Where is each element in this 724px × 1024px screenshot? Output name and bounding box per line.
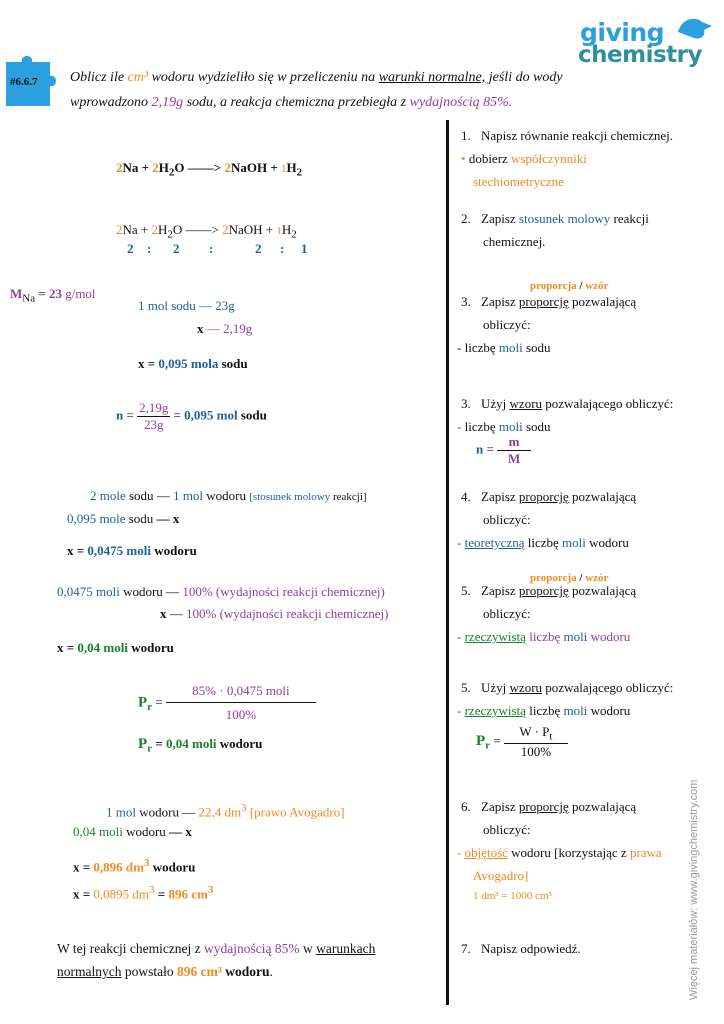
step-3b: 3. Użyj wzoru pozwalającego obliczyć: - liczbę moli sodu — [457, 396, 674, 434]
proportion-3-line-2: x — 100% (wydajności reakcji chemicznej) — [160, 606, 389, 621]
formula-numerator: $W \cdot P_t$ — [519, 724, 553, 743]
step-5b-formula: $P_r$ = $\frac{W \cdot P_t}{100\%}$ — [476, 724, 568, 760]
step-5b: 5. Użyj wzoru pozwalającego obliczyć: - rzeczywistą liczbę moli wodoru — [457, 680, 674, 718]
proportion-2-line-2: 0,095 mole sodu — x — [67, 511, 180, 526]
task-conditions: warunki normalne, — [378, 70, 486, 85]
column-divider — [446, 120, 449, 1005]
logo-line1: giving — [580, 18, 665, 47]
step-3-note: proporcja / wzór — [530, 280, 609, 292]
proportion-4-line-1: 1 mol wodoru — 22,4 $dm^3$ [prawo Avogadro] — [106, 802, 345, 820]
proportion-1-line-2: x — 2,19g — [197, 321, 253, 336]
step-3: 3. Zapisz proporcję pozwalającą obliczyć: - liczbę moli sodu — [457, 294, 637, 355]
step-5-note: proporcja / wzór — [530, 572, 609, 584]
task-text: jeśli do wody — [485, 70, 563, 85]
task-number: #6.6.7 — [10, 76, 38, 88]
formula-p-result: $P_r = 0,04$ moli wodoru — [138, 736, 263, 755]
task-line-1 — [70, 70, 563, 86]
logo-line2: chemistry — [578, 42, 702, 68]
task-text: wodoru wydzieliło się w przeliczeniu na — [148, 70, 379, 85]
task-mass: 2,19g — [151, 95, 184, 110]
answer-line-1: W tej reakcji chemicznej z wydajnością 85% w warunkach — [57, 941, 376, 956]
watermark: Więcej materiałów: www.givingchemistry.com — [688, 779, 700, 1000]
step-3b-formula: n = $\frac{m}{M}$ — [476, 434, 531, 467]
task-text: sodu, a reakcja chemiczna przebiegła z — [183, 95, 410, 110]
reaction-equation-2: $2Na + 2H_2O$ ——> 2NaOH + $1H_2$ — [116, 222, 297, 241]
step-6-conversion: 1 dm³ = 1000 cm³ — [473, 890, 552, 902]
giving-chemistry-logo — [578, 12, 716, 72]
proportion-4-result-2: x = 0,0895 $dm^3 = 896$ $cm^3$ — [73, 884, 214, 902]
formula-p: $P_r$ = $\frac{\text{85\% · 0,0475 moli}}{100\%}$ — [138, 680, 316, 727]
proportion-2-result: x = 0,0475 moli wodoru — [67, 543, 197, 558]
task-text: wprowadzono — [70, 95, 152, 110]
proportion-1-line-1: 1 mol sodu — 23g — [138, 298, 235, 313]
proportion-3-line-1: 0,0475 moli wodoru — 100% (wydajności reakcji chemicznej) — [57, 584, 385, 599]
proportion-1-result: x = 0,095 mola sodu — [138, 356, 248, 371]
proportion-4-line-2: 0,04 moli wodoru — x — [73, 824, 192, 839]
proportion-4-result-1: x = 0,896 $dm^3$ wodoru — [73, 857, 196, 875]
reaction-equation: $2Na + 2H_2O$ ——> 2NaOH + $1H_2$ — [116, 160, 303, 179]
answer-line-2: normalnych powstało 896 cm³ wodoru. — [57, 964, 273, 979]
step-1: 1. Napisz równanie reakcji chemicznej. • dobierz współczynniki stechiometryczne — [461, 128, 674, 189]
step-7: 7. Napisz odpowiedź. — [461, 941, 581, 956]
task-yield: wydajnością 85%. — [409, 95, 513, 110]
proportion-2-line-1: 2 mole sodu — 1 mol wodoru [stosunek molowy reakcji] — [90, 488, 367, 503]
molar-mass: $M_{Na} = 23$ g/mol — [10, 286, 96, 305]
formula-n: n = $\frac{2,19g}{23g}$ = 0,095 mol sodu — [116, 400, 267, 432]
task-text: Oblicz ile — [70, 70, 128, 85]
task-unit: cm³ — [127, 70, 149, 85]
step-6: 6. Zapisz proporcję pozwalającą obliczyć: - objętość wodoru [korzystając z prawa Avogadro] — [457, 799, 662, 883]
step-4: 4. Zapisz proporcję pozwalającą obliczyć: - teoretyczną liczbę moli wodoru — [457, 489, 637, 550]
step-5: 5. Zapisz proporcję pozwalającą obliczyć: - rzeczywistą liczbę moli wodoru — [457, 583, 637, 644]
task-line-2 — [70, 95, 512, 111]
proportion-3-result: x = 0,04 moli wodoru — [57, 640, 174, 655]
step-2: 2. Zapisz stosunek molowy reakcji chemicznej. — [461, 211, 649, 249]
